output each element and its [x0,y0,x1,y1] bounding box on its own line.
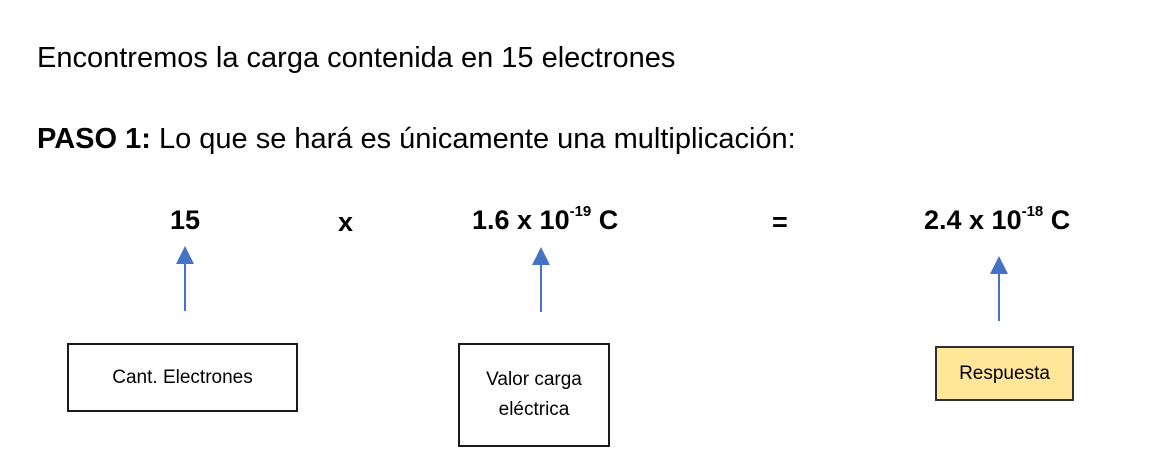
answer-label-box [935,346,1074,401]
arrow-up-icon [532,247,550,312]
result-base: 2.4 x 10 [924,205,1022,235]
charge-base: 1.6 x 10 [472,205,570,235]
count-label: Cant. Electrones [112,366,253,388]
count-label-box [67,343,298,412]
result-unit: C [1043,205,1071,235]
equals-sign: = [772,207,788,237]
charge-label-line1: Valor carga [486,369,582,390]
charge-label-line2: eléctrica [498,399,570,420]
step-label: PASO 1: [37,123,151,155]
charge-unit: C [591,205,619,235]
step-text: Lo que se hará es únicamente una multiplicación: [150,123,796,155]
arrow-up-icon [176,246,194,311]
result-exponent: -18 [1021,203,1044,220]
charge-exponent: -19 [569,203,592,220]
multiply-sign: x [338,207,354,237]
electron-count: 15 [170,205,201,235]
answer-label: Respuesta [959,362,1050,384]
page-title: Encontremos la carga contenida en 15 electrones [37,42,676,74]
charge-label-box [458,343,610,447]
arrow-up-icon [990,256,1008,321]
